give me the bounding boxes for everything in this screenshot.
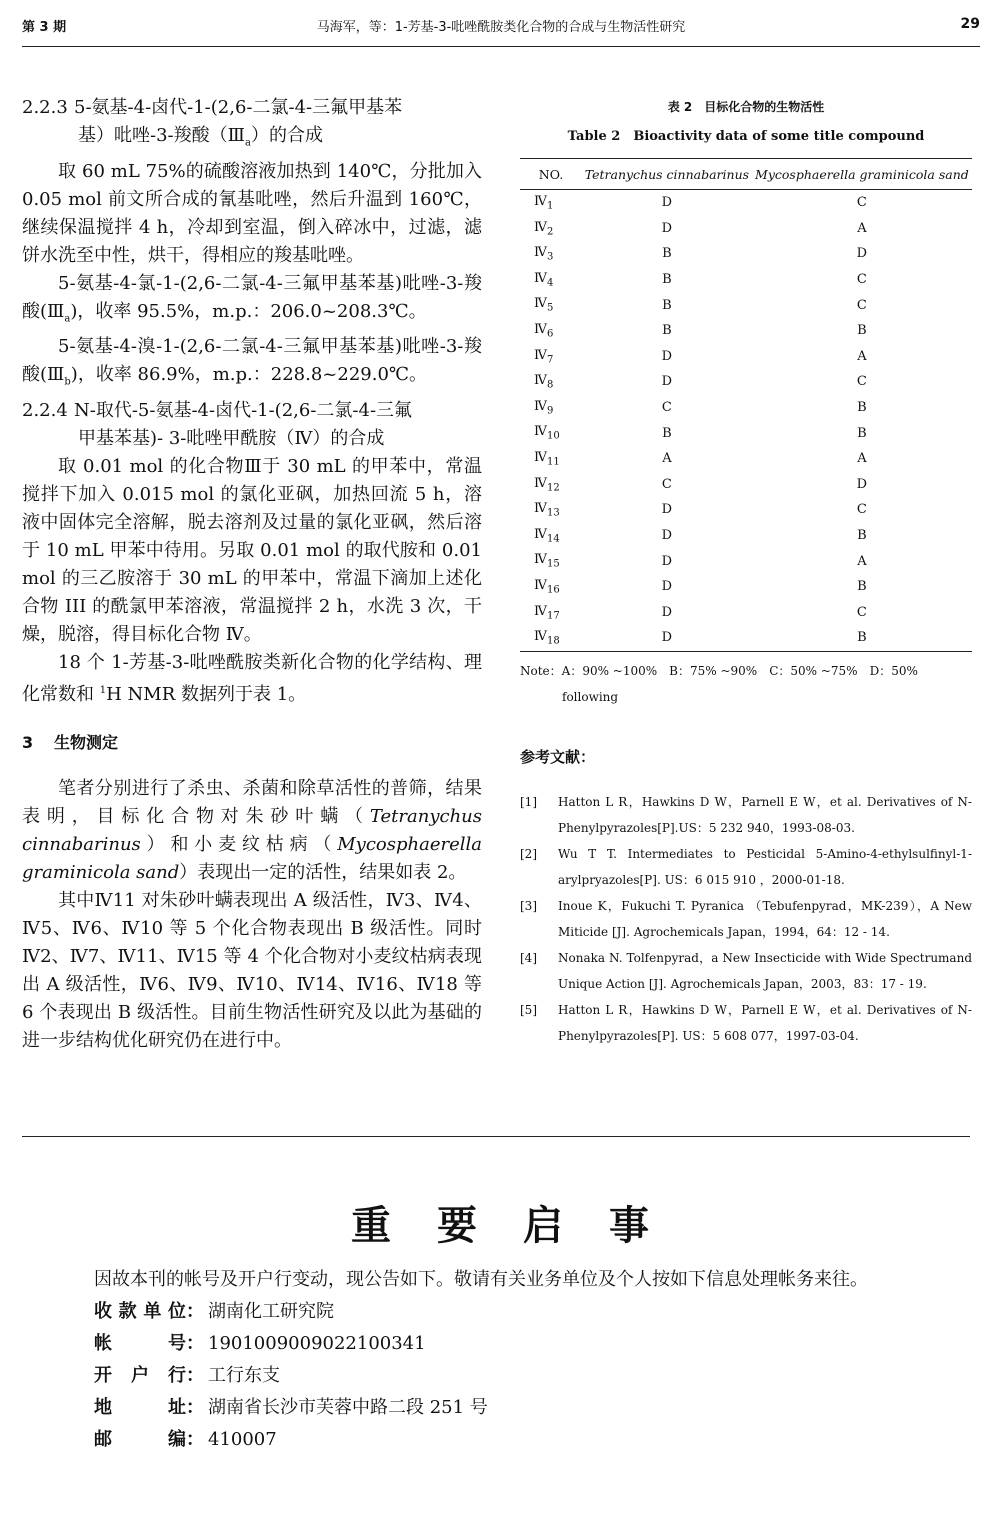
table-row bbox=[520, 344, 972, 370]
header-mycosphaerella: Mycosphaerella graminicola sand bbox=[752, 159, 972, 190]
mycosphaerella-activity: C bbox=[856, 272, 867, 288]
table-row bbox=[520, 420, 972, 446]
compound-id: $Ⅳ_{13}$ bbox=[534, 501, 560, 519]
mycosphaerella-activity: B bbox=[752, 625, 972, 651]
notice-field-row: 邮编： 410007 bbox=[94, 1424, 954, 1456]
tetranychus-activity: B bbox=[662, 246, 672, 262]
mycosphaerella-activity: C bbox=[856, 502, 867, 518]
table-row bbox=[520, 497, 972, 523]
reference-text: Nonaka N. Tolfenpyrad，a New Insecticide with Wide Spectrumand Unique Action [J]. Agrochemicals Japan，2003，83：17 - 19. bbox=[558, 950, 972, 991]
mycosphaerella-activity: C bbox=[856, 195, 867, 211]
compound-id: $Ⅳ_{11}$ bbox=[534, 449, 560, 468]
compound-id: $Ⅳ_2$ bbox=[534, 219, 554, 238]
paragraph-6-text-a: 笔者分别进行了杀虫、杀菌和除草活性的普筛，结果表明，目标化合物对朱砂叶螨（ bbox=[22, 777, 482, 827]
paragraph-4: 取 0.01 mol 的化合物Ⅲ于 30 mL 的甲苯中，常温搅拌下加入 0.015 mol 的氯化亚砜，加热回流 5 h，溶液中固体完全溶解，脱去溶剂及过量的氯化亚砜，然后溶于 10 mL 甲苯中待用。另取 0.01 mol 的取代胺和 0.01 mol 的三乙胺溶于 30 mL 的甲苯中，常温下滴加上述化合物 III 的酰氯甲苯溶液，常温搅拌 2 h，水洗 3 次，干燥，脱溶，得目标化合物 Ⅳ。 bbox=[22, 455, 482, 645]
table-row bbox=[520, 318, 972, 344]
mycosphaerella-activity: A bbox=[857, 348, 867, 364]
compound-id: $Ⅳ_{10}$ bbox=[534, 424, 560, 442]
section-number: 3 bbox=[22, 732, 34, 752]
mycosphaerella-activity: C bbox=[856, 374, 867, 390]
subscript: a bbox=[64, 313, 71, 325]
heading-text-line2-end: ）的合成 bbox=[250, 125, 323, 146]
heading-number: 2.2.3 bbox=[22, 97, 68, 118]
table-note bbox=[520, 658, 972, 710]
issue-number: 第 3 期 bbox=[22, 20, 67, 35]
compound-id: $Ⅳ_{16}$ bbox=[534, 577, 560, 596]
notice-field-row: 收款单位： 湖南化工研究院 bbox=[94, 1296, 954, 1328]
table-2-caption-zh: 表 2 目标化合物的生物活性 bbox=[667, 100, 825, 114]
heading-2-2-4-line2: 甲基苯基)- 3-吡唑甲酰胺（Ⅳ）的合成 bbox=[78, 427, 385, 449]
mycosphaerella-activity: B bbox=[857, 323, 867, 339]
reference-item bbox=[520, 945, 972, 997]
right-column bbox=[520, 94, 972, 1049]
notice-field-value: 湖南省长沙市芙蓉中路二段 251 号 bbox=[208, 1397, 488, 1418]
tetranychus-activity: B bbox=[662, 297, 672, 313]
paragraph-3 bbox=[22, 333, 482, 397]
paragraph-5-text-end: H NMR 数据列于表 1。 bbox=[106, 683, 307, 705]
references-list bbox=[520, 789, 972, 1049]
mycosphaerella-activity: B bbox=[857, 579, 867, 595]
notice-field-row: 开户行： 工行东支 bbox=[94, 1360, 954, 1392]
table-row bbox=[520, 600, 972, 626]
heading-text-line2: 基）吡唑-3-羧酸（Ⅲ bbox=[78, 125, 245, 146]
notice-field-value: 工行东支 bbox=[208, 1365, 280, 1386]
tetranychus-activity: C bbox=[661, 400, 672, 416]
tetranychus-activity: D bbox=[661, 348, 673, 364]
notice-field-label: 收款单位 bbox=[94, 1301, 186, 1322]
compound-id: $Ⅳ_6$ bbox=[534, 321, 554, 340]
reference-item bbox=[520, 893, 972, 945]
table-row bbox=[520, 267, 972, 293]
table-row bbox=[520, 395, 972, 421]
tetranychus-activity: B bbox=[662, 323, 672, 339]
paragraph-5-text: 18 个 1-芳基-3-吡唑酰胺类新化合物的化学结构、理化常数和 bbox=[22, 651, 482, 705]
compound-id: $Ⅳ_8$ bbox=[534, 373, 554, 391]
mycosphaerella-activity: B bbox=[857, 400, 867, 416]
heading-2-2-3 bbox=[22, 94, 482, 122]
subscript: b bbox=[64, 376, 71, 388]
paragraph-2 bbox=[22, 270, 482, 334]
running-title: 马海军，等：1-芳基-3-吡唑酰胺类化合物的合成与生物活性研究 bbox=[316, 20, 686, 35]
tetranychus-activity: B bbox=[662, 272, 672, 288]
running-header bbox=[22, 14, 980, 47]
mycosphaerella-activity: D bbox=[856, 246, 868, 262]
compound-id: $Ⅳ_5$ bbox=[534, 296, 554, 314]
heading-number: 2.2.4 bbox=[22, 399, 68, 421]
section-3-heading bbox=[22, 729, 482, 757]
reference-text: Hatton L R，Hawkins D W，Parnell E W，et al. Derivatives of N-Phenylpyrazoles[P]. US：5 608 077，1997-03-04. bbox=[558, 1002, 972, 1043]
section-divider bbox=[22, 1136, 970, 1137]
species-name-mite: Tetranychus cinnabarinus bbox=[22, 805, 482, 855]
tetranychus-activity: D bbox=[582, 625, 752, 651]
paragraph-6 bbox=[22, 775, 482, 887]
notice-field-value: 湖南化工研究院 bbox=[208, 1301, 334, 1322]
tetranychus-activity: D bbox=[661, 195, 673, 211]
mycosphaerella-activity: A bbox=[857, 220, 867, 236]
notice-title: 重要启事 bbox=[351, 1202, 695, 1249]
paragraph-1: 取 60 mL 75%的硫酸溶液加热到 140℃，分批加入 0.05 mol 前文所合成的氰基吡唑，然后升温到 160℃，继续保温搅拌 4 h，冷却到室温，倒入碎冰中，过滤，滤饼水洗至中性，烘干，得相应的羧基吡唑。 bbox=[22, 160, 482, 266]
heading-text-line1: 5-氨基-4-卤代-1-(2,6-二氯-4-三氟甲基苯 bbox=[74, 97, 403, 118]
table-2-caption-en: Table 2 Bioactivity data of some title compound bbox=[567, 129, 925, 144]
compound-id: $Ⅳ_3$ bbox=[534, 245, 554, 263]
tetranychus-activity: D bbox=[661, 528, 673, 544]
compound-id: $Ⅳ_9$ bbox=[534, 398, 554, 417]
paragraph-6-text-c: ）表现出一定的活性，结果如表 2。 bbox=[179, 861, 467, 883]
reference-item bbox=[520, 841, 972, 893]
table-note-line1: Note：A：90% ~100% B：75% ~90% C：50% ~75% D：50% bbox=[520, 663, 918, 678]
tetranychus-activity: D bbox=[661, 604, 673, 620]
tetranychus-activity: D bbox=[661, 374, 673, 390]
paragraph-3-text-end: )，收率 86.9%，m.p.：228.8~229.0℃。 bbox=[70, 364, 428, 386]
compound-id: $Ⅳ_{12}$ bbox=[534, 475, 560, 494]
compound-id: $Ⅳ_7$ bbox=[534, 347, 554, 366]
bioactivity-table bbox=[520, 158, 972, 652]
tetranychus-activity: C bbox=[661, 476, 672, 492]
table-row bbox=[520, 216, 972, 242]
paragraph-2-text-end: )，收率 95.5%，m.p.：206.0~208.3℃。 bbox=[70, 300, 427, 322]
mycosphaerella-activity: C bbox=[856, 297, 867, 313]
notice-field-row: 地址： 湖南省长沙市芙蓉中路二段 251 号 bbox=[94, 1392, 954, 1424]
table-row bbox=[520, 446, 972, 472]
heading-2-2-4 bbox=[22, 397, 482, 425]
superscript: 1 bbox=[99, 684, 107, 696]
tetranychus-activity: D bbox=[661, 502, 673, 518]
mycosphaerella-activity: A bbox=[857, 451, 867, 467]
references-title: 参考文献： bbox=[520, 747, 596, 766]
tetranychus-activity: B bbox=[662, 425, 672, 441]
paragraph-5 bbox=[22, 649, 482, 709]
mycosphaerella-activity: D bbox=[856, 476, 868, 492]
table-row bbox=[520, 472, 972, 498]
left-column bbox=[22, 94, 482, 1055]
section-title: 生物测定 bbox=[54, 732, 119, 752]
mycosphaerella-activity: A bbox=[857, 553, 867, 569]
notice-field-label: 开户行 bbox=[94, 1365, 186, 1386]
table-body bbox=[520, 190, 972, 652]
notice-field-row: 帐号： 1901009009022100341 bbox=[94, 1328, 954, 1360]
table-row bbox=[520, 241, 972, 267]
table-row bbox=[520, 625, 972, 651]
subscript: a bbox=[244, 137, 251, 149]
table-note-line2: following bbox=[562, 689, 619, 704]
notice-body bbox=[94, 1264, 954, 1456]
table-header-row bbox=[520, 159, 972, 190]
reference-index: [2] bbox=[520, 846, 537, 861]
header-tetranychus: Tetranychus cinnabarinus bbox=[582, 159, 752, 190]
reference-index: [4] bbox=[520, 950, 537, 965]
reference-text: Wu T T. Intermediates to Pesticidal 5-Amino-4-ethylsulfinyl-1-arylpryazoles[P]. US：6 015 910 ，2000-01-18. bbox=[558, 846, 972, 887]
table-row bbox=[520, 523, 972, 549]
paragraph-2-text: 5-氨基-4-氯-1-(2,6-二氯-4-三氟甲基苯基)吡唑-3-羧酸(Ⅲ bbox=[22, 272, 482, 322]
compound-id: $Ⅳ_{14}$ bbox=[534, 526, 560, 545]
heading-text-line1: N-取代-5-氨基-4-卤代-1-(2,6-二氯-4-三氟 bbox=[74, 399, 413, 421]
notice-field-label: 地址 bbox=[94, 1397, 186, 1418]
reference-index: [3] bbox=[520, 898, 537, 913]
tetranychus-activity: D bbox=[661, 553, 673, 569]
table-row bbox=[520, 574, 972, 600]
tetranychus-activity: D bbox=[661, 220, 673, 236]
table-row bbox=[520, 190, 972, 216]
paragraph-7: 其中Ⅳ11 对朱砂叶螨表现出 A 级活性，Ⅳ3、Ⅳ4、Ⅳ5、Ⅳ6、Ⅳ10 等 5 个化合物表现出 B 级活性。同时Ⅳ2、Ⅳ7、Ⅳ11、Ⅳ15 等 4 个化合物对小麦纹枯病表现出 A 级活性，Ⅳ6、Ⅳ9、Ⅳ10、Ⅳ14、Ⅳ16、Ⅳ18 等 6 个表现出 B 级活性。目前生物活性研究及以此为基础的进一步结构优化研究仍在进行中。 bbox=[22, 889, 482, 1051]
reference-item bbox=[520, 789, 972, 841]
species-name-fungus: Mycosphaerella graminicola sand bbox=[22, 833, 482, 883]
tetranychus-activity: D bbox=[661, 579, 673, 595]
header-no: NO. bbox=[520, 159, 582, 190]
reference-item bbox=[520, 997, 972, 1049]
mycosphaerella-activity: B bbox=[857, 425, 867, 441]
compound-id: $Ⅳ_{18}$ bbox=[520, 625, 582, 651]
table-row bbox=[520, 548, 972, 574]
paragraph-6-text-b: ）和小麦纹枯病（ bbox=[140, 833, 338, 855]
notice-field-label: 邮编 bbox=[94, 1429, 186, 1450]
reference-text: Hatton L R，Hawkins D W，Parnell E W，et al. Derivatives of N-Phenylpyrazoles[P].US：5 232 940，1993-08-03. bbox=[558, 794, 972, 835]
notice-field-value: 410007 bbox=[208, 1429, 277, 1450]
compound-id: $Ⅳ_{15}$ bbox=[534, 552, 560, 570]
notice-field-value: 1901009009022100341 bbox=[208, 1333, 426, 1354]
table-row bbox=[520, 292, 972, 318]
page-number: 29 bbox=[960, 16, 980, 32]
notice-fields bbox=[94, 1296, 954, 1456]
heading-2-2-3-line2 bbox=[22, 122, 482, 158]
paragraph-3-text: 5-氨基-4-溴-1-(2,6-二氯-4-三氟甲基苯基)吡唑-3-羧酸(Ⅲ bbox=[22, 336, 482, 386]
reference-index: [5] bbox=[520, 1002, 537, 1017]
mycosphaerella-activity: C bbox=[856, 604, 867, 620]
mycosphaerella-activity: B bbox=[857, 528, 867, 544]
reference-text: Inoue K，Fukuchi T. Pyranica （Tebufenpyrad，MK-239），A New Miticide [J]. Agrochemicals Japan，1994，64：12 - 14. bbox=[558, 898, 972, 939]
compound-id: $Ⅳ_1$ bbox=[534, 194, 554, 212]
compound-id: $Ⅳ_{17}$ bbox=[534, 603, 560, 622]
notice-field-label: 帐号 bbox=[94, 1333, 186, 1354]
compound-id: $Ⅳ_4$ bbox=[534, 270, 554, 289]
notice-intro: 因故本刊的帐号及开户行变动，现公告如下。敬请有关业务单位及个人按如下信息处理帐务来往。 bbox=[94, 1269, 868, 1290]
tetranychus-activity: A bbox=[662, 451, 672, 467]
reference-index: [1] bbox=[520, 794, 537, 809]
table-row bbox=[520, 369, 972, 395]
